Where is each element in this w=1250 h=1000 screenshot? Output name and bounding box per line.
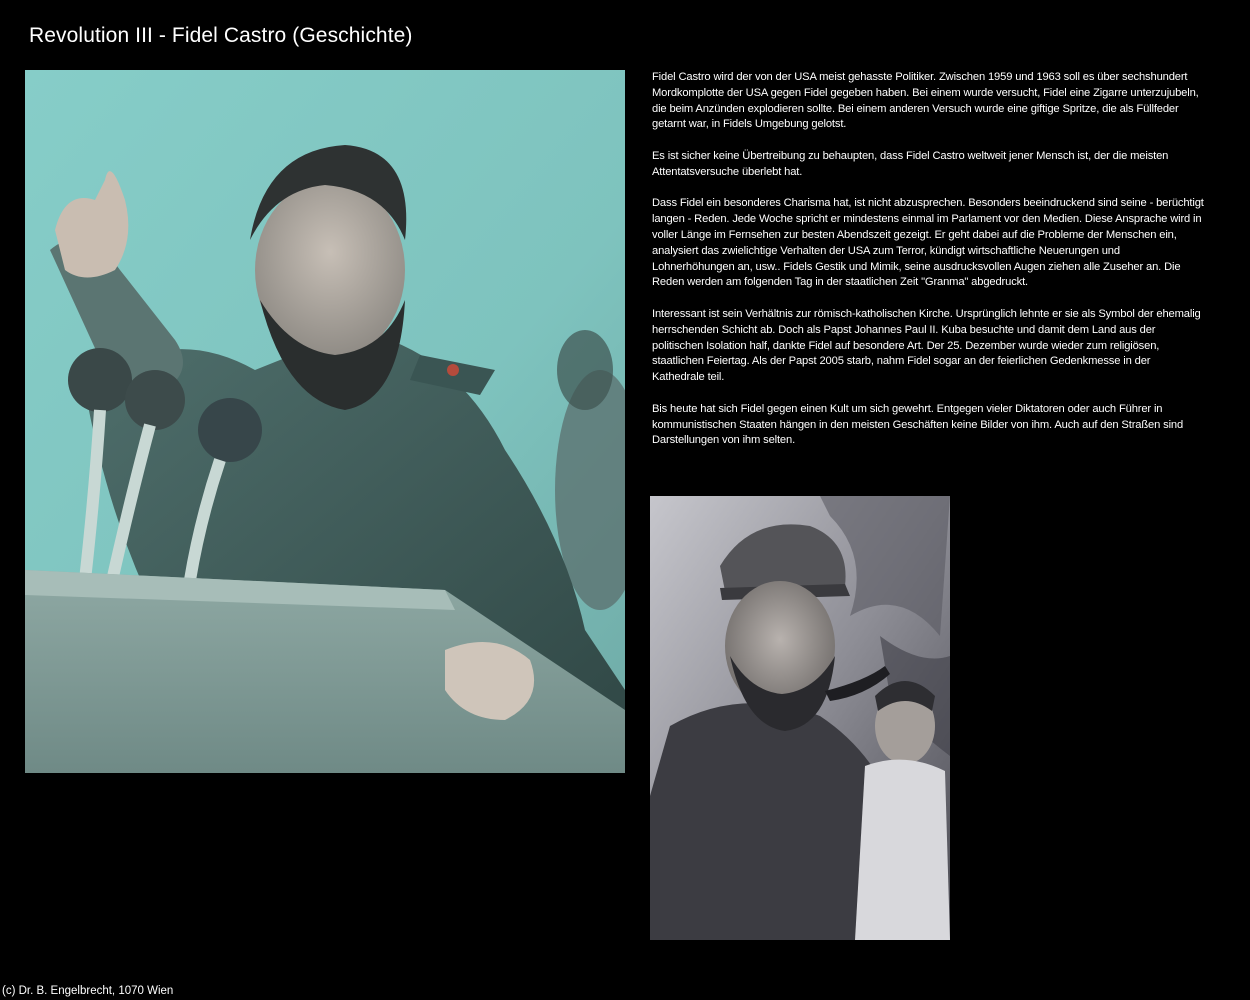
footer-credit: (c) Dr. B. Engelbrecht, 1070 Wien bbox=[2, 985, 174, 997]
article-paragraph: Interessant ist sein Verhältnis zur römisch-katholischen Kirche. Ursprünglich lehnte er sie als Symbol der ehemalig herrschenden Schicht ab. Doch als Papst Johannes Paul II. Kuba besuchte und damit dem Land aus der politischen Isolation half, dankte Fidel auf besondere Art. Der 25. Dezember wurde wieder zum religiösen, staatlichen Feiertag. Als der Papst 2005 starb, nahm Fidel sogar an der feierlichen Gedenkmesse in der Kathedrale teil. bbox=[652, 307, 1201, 384]
article-paragraph: Bis heute hat sich Fidel gegen einen Kult um sich gewehrt. Entgegen vieler Diktatoren oder auch Führer in kommunistischen Staaten hängen in den meisten Geschäften keine Bilder von ihm. Auch auf den Straßen sind Darstellungen von ihm selten. bbox=[652, 402, 1184, 447]
page-title: Revolution III - Fidel Castro (Geschichte) bbox=[29, 24, 413, 47]
article-paragraph: Fidel Castro wird der von der USA meist gehasste Politiker. Zwischen 1959 und 1963 soll es über sechshundert Mordkomplotte der USA gegen Fidel gegeben haben. Bei einem wurde versucht, Fidel eine Zigarre unterzujubeln, die beim Anzünden explodieren sollte. Bei einem anderen Versuch wurde eine giftige Spritze, die als Füllfeder getarnt war, in Fidels Umgebung gelotst. bbox=[652, 71, 1199, 131]
main-photo bbox=[25, 70, 625, 773]
photo-bearded-man-in-cap-icon bbox=[650, 496, 950, 940]
photo-speaker-at-podium-icon bbox=[25, 70, 625, 773]
article-text bbox=[652, 70, 1204, 465]
article-paragraph: Es ist sicher keine Übertreibung zu behaupten, dass Fidel Castro weltweit jener Mensch ist, der die meisten Attentatsversuche überlebt hat. bbox=[652, 149, 1169, 178]
article-paragraph: Dass Fidel ein besonderes Charisma hat, ist nicht abzusprechen. Besonders beeindruckend sind seine - berüchtigt langen - Reden. Jede Woche spricht er mindestens einmal im Parlament vor den Medien. Diese Ansprache wird in voller Länge im Fernsehen zur besten Abendszeit gezeigt. Er geht dabei auf die Probleme der Menschen ein, analysiert das zwielichtige Verhalten der USA zum Terror, kündigt wirtschaftliche Neuerungen und Lohnerhöhungen an, usw.. Fidels Gestik und Mimik, seine ausdrucksvollen Augen ziehen alle Zuseher an. Die Reden werden am folgenden Tag in der staatlichen Zeit "Granma" abgedruckt. bbox=[652, 197, 1204, 289]
second-photo bbox=[650, 496, 950, 940]
